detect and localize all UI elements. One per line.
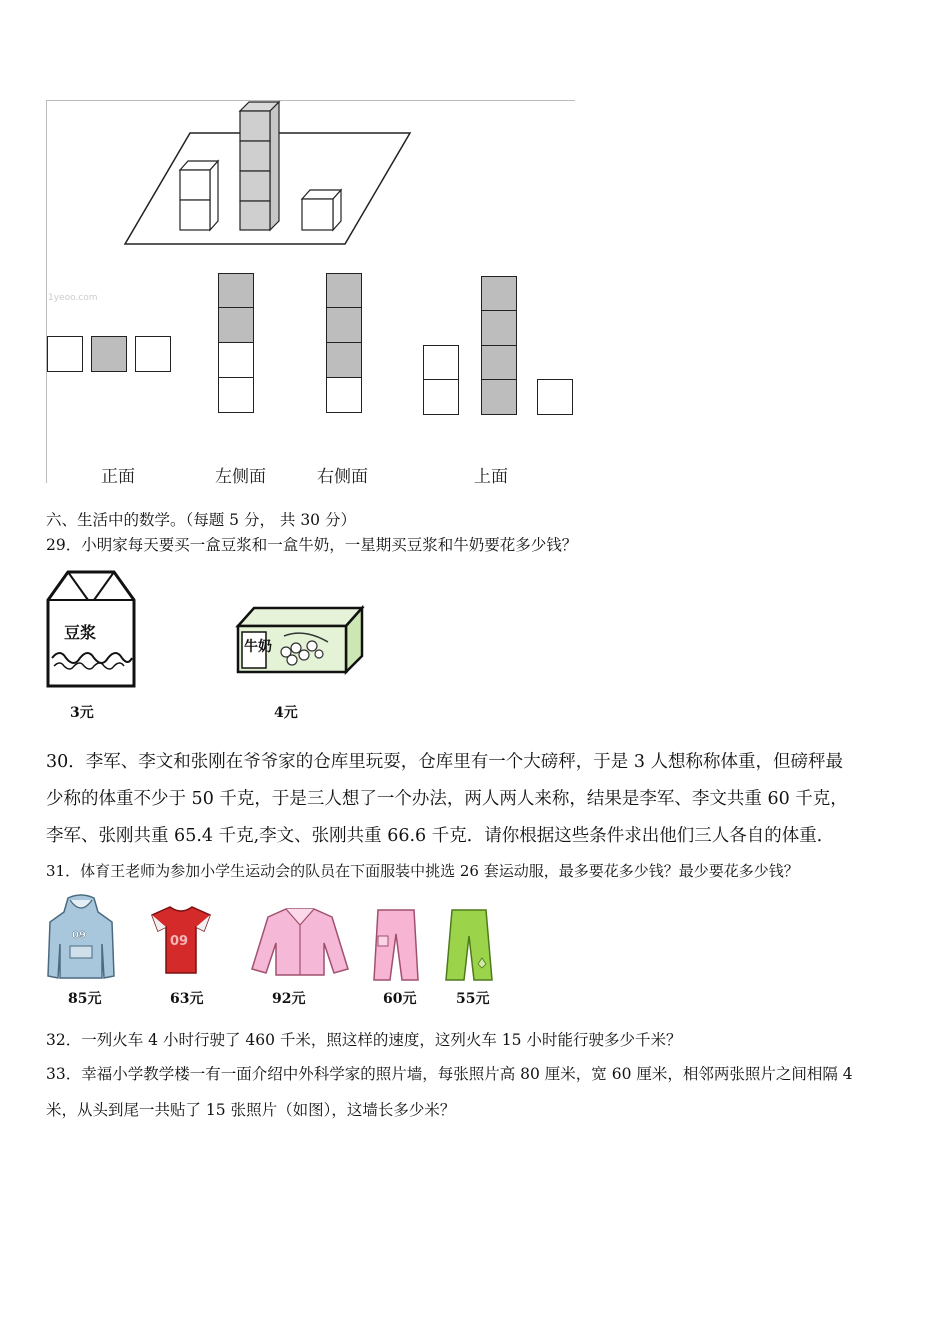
question-31: 31．体育王老师为参加小学生运动会的队员在下面服装中挑选 26 套运动服，最多要花多少钱？最少要花多少钱？ [46,862,799,880]
question-33-line-2: 米，从头到尾一共贴了 15 张照片（如图），这墙长多少米？ [46,1101,456,1119]
soymilk-price: 3元 [70,705,94,721]
label-right-side: 右侧面 [317,467,368,487]
cube-single-right [302,190,341,230]
label-left-side: 左侧面 [215,467,266,487]
question-33-line-1: 33．幸福小学教学楼一有一面介绍中外科学家的照片墙，每张照片高 80 厘米，宽 60 厘米，相邻两张照片之间相隔 4 [46,1065,853,1083]
question-29: 29．小明家每天要买一盒豆浆和一盒牛奶，一星期买豆浆和牛奶要花多少钱？ [46,536,578,554]
hoodie-price: 85元 [68,991,102,1007]
jacket-image [248,907,352,977]
jacket-price: 92元 [272,991,306,1007]
tshirt-image [148,905,214,975]
pink-pants-image [372,908,420,982]
hoodie-number: 09 [72,930,86,941]
cube-figure [0,0,950,500]
tshirt-price: 63元 [170,991,204,1007]
green-pants-price: 55元 [456,991,490,1007]
label-front: 正面 [101,467,135,487]
watermark: 1yeoo.com [48,293,98,303]
tshirt-number: 09 [170,934,189,949]
label-top: 上面 [474,467,508,487]
cube-stack-middle [240,102,279,230]
green-pants-image [444,908,494,982]
milk-price: 4元 [274,705,298,721]
hoodie-image [46,894,116,982]
milk-label: 牛奶 [244,639,272,655]
question-32: 32．一列火车 4 小时行驶了 460 千米，照这样的速度，这列火车 15 小时能行驶多少千米？ [46,1031,682,1049]
pink-pants-price: 60元 [383,991,417,1007]
section-title: 六、生活中的数学。（每题 5 分， 共 30 分） [46,511,356,529]
question-30-line-2: 少称的体重不少于 50 千克，于是三人想了一个办法，两人两人来称，结果是李军、李文共重 60 千克， [46,789,848,809]
question-30-line-1: 30．李军、李文和张刚在爷爷家的仓库里玩耍，仓库里有一个大磅秤，于是 3 人想称称体重，但磅秤最 [46,752,844,772]
cube-stack-left [180,161,218,230]
question-30-line-3: 李军、张刚共重 65.4 千克,李文、张刚共重 66.6 千克．请你根据这些条件求出他们三人各自的体重． [46,826,835,846]
soymilk-label: 豆浆 [64,623,97,642]
